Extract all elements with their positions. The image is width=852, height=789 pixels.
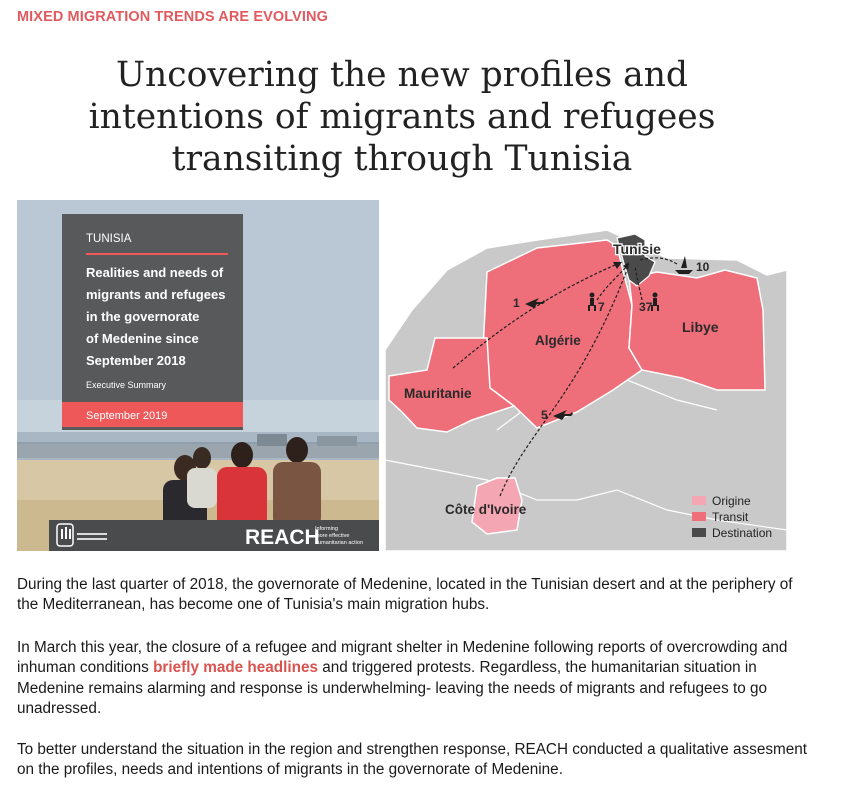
svg-text:of Medenine since: of Medenine since [86, 331, 199, 346]
paragraph-shelter-start: In March this year, the closure of a refugee and migrant shelter in Medenine following reports of overcrowding and inhuman conditions [17, 639, 788, 677]
legend-destination: Destination [712, 526, 773, 540]
label-cote-divoire: Côte d'Ivoire [445, 502, 527, 517]
paragraph-shelter-end: and triggered protests. Regardless, the humanitarian situation in Medenine remains alarming and response is underwhelming- leaving the needs of migrants and refugees to go unadressed. [17, 659, 767, 717]
count-walk-algeria: 7 [598, 300, 605, 314]
page-title [0, 54, 804, 180]
legend-transit: Transit [712, 510, 749, 524]
paragraph-assessment: To better understand the situation in the region and strengthen response, REACH conducted a qualitative assesment on the profiles, needs and intentions of migrants in the governorate of Medenine. [17, 741, 807, 779]
report-cover [17, 200, 379, 551]
migration-map [385, 200, 787, 551]
cover-subtitle: Executive Summary [86, 380, 167, 390]
svg-text:humanitarian action: humanitarian action [315, 540, 364, 546]
svg-text:more effective: more effective [315, 533, 350, 539]
svg-text:in the governorate: in the governorate [86, 309, 200, 324]
title-line-2: intentions of migrants and refugees [88, 97, 716, 137]
svg-text:Informing: Informing [315, 526, 338, 532]
svg-text:September 2018: September 2018 [86, 353, 186, 368]
paragraph-shelter [17, 638, 807, 719]
paragraph-intro: During the last quarter of 2018, the governorate of Medenine, located in the Tunisian desert and at the periphery of the Mediterranean, has become one of Tunisia's main migration hubs. [17, 576, 793, 614]
svg-text:Realities and needs of: Realities and needs of [86, 265, 224, 280]
label-mauritanie: Mauritanie [404, 386, 472, 401]
label-tunisie: Tunisie [613, 241, 661, 257]
hero-figure [17, 200, 787, 551]
cover-country: TUNISIA [86, 233, 132, 245]
section-kicker: MIXED MIGRATION TRENDS ARE EVOLVING [17, 9, 328, 25]
title-line-1: Uncovering the new profiles and [115, 55, 689, 95]
count-walk-libya: 37 [639, 300, 653, 314]
title-line-3: transiting through Tunisia [171, 139, 633, 179]
count-plane-cote-divoire: 5 [541, 408, 548, 422]
label-libye: Libye [682, 319, 719, 335]
cover-date: September 2019 [86, 410, 168, 422]
count-plane-algeria: 1 [513, 296, 520, 310]
reach-logo: REACH [245, 526, 320, 549]
count-boat: 10 [696, 260, 710, 274]
label-algerie: Algérie [535, 333, 581, 348]
legend-origine: Origine [712, 494, 751, 508]
headlines-link[interactable]: briefly made headlines [153, 659, 318, 677]
svg-text:migrants and refugees: migrants and refugees [86, 287, 226, 302]
